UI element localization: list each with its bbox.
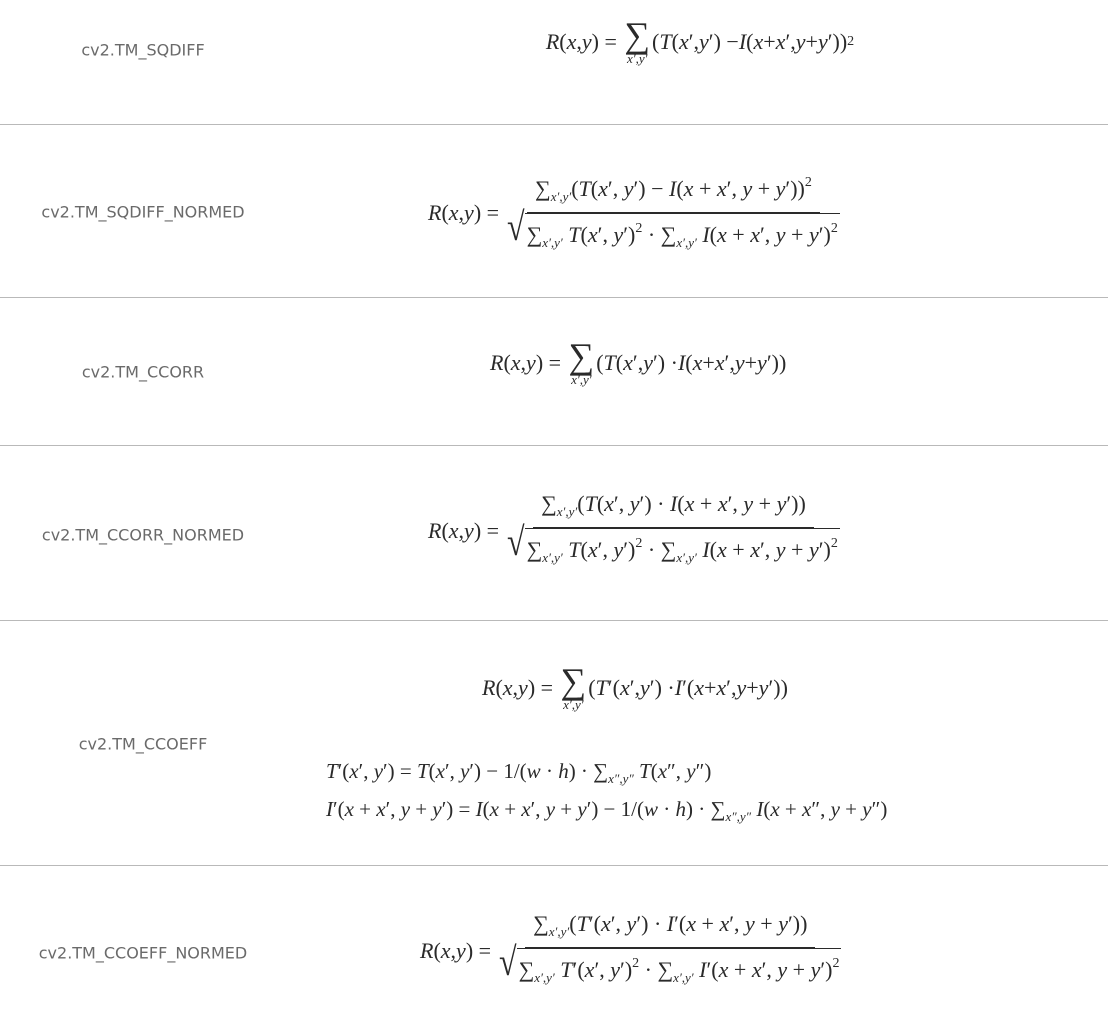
method-row (0, 297, 1108, 446)
method-name: cv2.TM_CCOEFF_NORMED (38, 943, 248, 963)
method-row (0, 0, 1108, 125)
method-name: cv2.TM_CCOEFF (78, 734, 208, 754)
method-row (0, 865, 1108, 1017)
method-name: cv2.TM_CCORR (81, 362, 205, 382)
method-name: cv2.TM_CCORR_NORMED (41, 525, 245, 545)
method-name: cv2.TM_SQDIFF_NORMED (41, 202, 245, 222)
formula: R ( x , y ) = ∑ x′,y′ ( T ( x ′, y ′) · I ( x + x ′, y + y ′)) (490, 336, 787, 387)
formula: R ( x , y ) = ∑ x′,y′ ( T ′( x ′, y ′) · I ′( x + x ′, y + y ′)) (482, 661, 788, 712)
method-row (0, 124, 1108, 298)
method-name: cv2.TM_SQDIFF (81, 40, 205, 60)
formula: R ( x , y ) = ∑ x′,y′ ( T ( x ′, y ′) − I ( x + x ′, y + y ′)) 2 (545, 15, 855, 66)
formula-definitions: T′(x′, y′) = T(x′, $y') - 1/(w \cdot h) \cdot \sum_{x'',y''}$ T(x″, y″) I′(x + x′, y + y′) = I(x + x′, $y + y') - 1/(w \cdot h) \cdot \sum_{x'',y''}$ I(x + x″, y + y″) (326, 759, 888, 824)
formula: R ( x , y ) = $\sum_{x',y'}(T(x'$, y′) · I(x + x′, y + y′)) √ $\sum_{x',y'}$ T(x′, $y')^2 \cdot \sum_{x',y'}$ I(x + x′, y + y′)$^2$ (428, 489, 1028, 573)
formula: R ( x , y ) = $\sum_{x',y'}(T(x'$, y′) − I(x + x′, y + y′))$^2$ √ $\sum_{x',y'}$ T(x′, $y')^2 \cdot \sum_{x',y'}$ I(x + x′, y + y′)$^2$ (428, 168, 1028, 258)
method-row (0, 620, 1108, 866)
method-row (0, 445, 1108, 621)
formula: R ( x , y ) = $\sum_{x',y'}(T'(x'$, y′) · I′(x + x′, y + y′)) √ $\sum_{x',y'}$ T′(x′, $y')^2 \cdot \sum_{x',y'}$ I′(x + x′, y + y′)$^2$ (420, 909, 1080, 993)
